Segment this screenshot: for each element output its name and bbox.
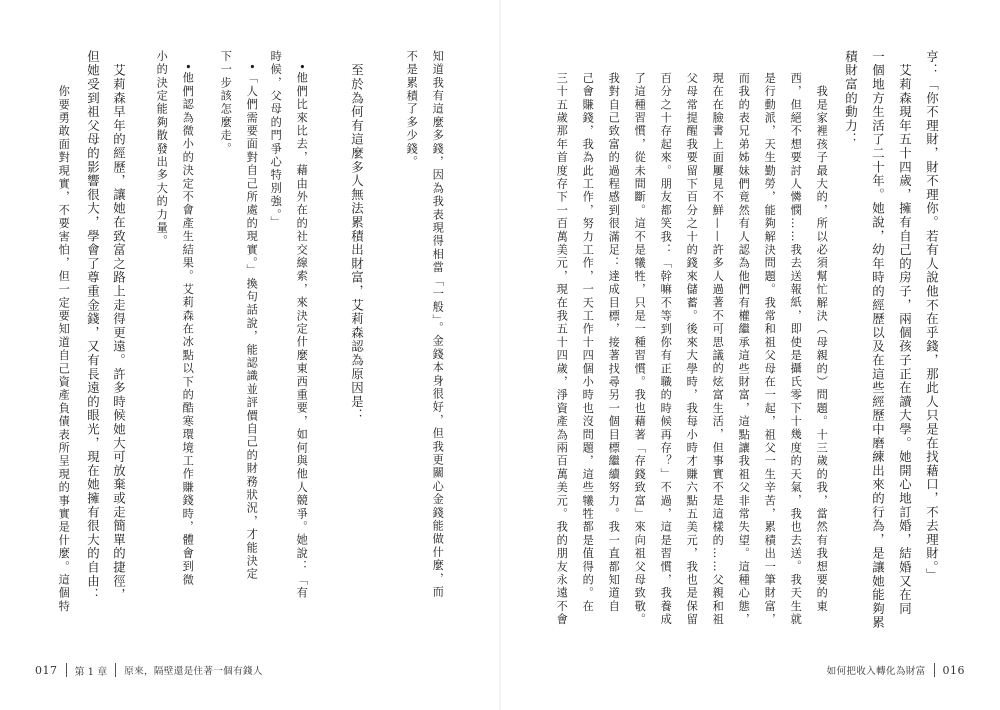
text-column: 不是累積了多少錢。 [405,50,419,169]
text-column: 一個地方生活了二十年。她說，幼年時的經歷以及在這些經歷中磨練出來的行為，是讓她能夠累 [870,50,886,630]
text-column: 但她受到祖父母的影響很大，學會了尊重金錢，又有長遠的眼光，現在她擁有很大的自由： [85,50,101,602]
chapter-label: 第 1 章 [74,666,108,678]
quote-column: 是行動派，天生勤勞，能夠解決問題。我常和祖父母在一起，祖父一生辛苦，累積出一筆財富， [763,72,777,627]
text-column: •「人們需要面對自己所處的現實。」換句話說，能認識並評價自己的財務狀況，才能決定 [245,50,259,581]
quote-column: 父母常提醒我要留下百分之十的錢來儲蓄。後來大學時，我每小時才賺六點五美元，我也是保留 [685,72,699,627]
text-column: •他們比來比去，藉由外在的社交線索，來決定什麼東西重要，如何與他人競爭。她說：「有 [295,50,309,600]
footer-divider [115,663,116,677]
text-column: 艾莉森早年的經歷，讓她在致富之路上走得更遠。許多時候她大可放棄或走簡單的捷徑， [111,50,127,602]
text-column: 知道我有這麼多錢，因為我表現得相當「一般」。金錢本身很好，但我更關心金錢能做什麼，而 [431,50,445,599]
text-column: 亨：「你不理財，財不理你。若有人說他不在乎錢，那此人只是在找藉口，不去理財。」 [924,50,940,582]
quote-column: 而我的表兄弟姊妹們竟然有人認為他們有權繼承這些財富，這點讓我祖父非常失望。這種心態， [737,72,751,627]
text-column: 艾莉森現年五十四歲，擁有自己的房子，兩個孩子正在讀大學。她開心地訂婚，結婚又在同 [897,50,913,616]
text-column: 至於為何有這麼多人無法累積出財富，艾莉森認為原因是： [349,50,365,423]
text-column: 下一步該怎麼走。 [219,50,233,156]
text-column: 積財富的動力： [843,50,859,147]
quote-column: 了這種習慣，從未間斷。這不是犧牲，只是一種習慣。我也藉著「存錢致富」來向祖父母致敬。 [633,72,647,627]
quote-column: 我是家裡孩子最大的，所以必須幫忙解決（母親的）問題。十三歲的我，當然有我想要的東 [815,72,829,614]
quote-column: 現在在臉書上面屢見不鮮——許多人過著不可思議的炫富生活，但事實不是這樣的……父親和祖 [711,72,725,627]
page-number: 016 [942,663,965,677]
right-page-footer [827,660,965,680]
book-title: 原來，隔壁還是住著一個有錢人 [124,666,263,677]
footer-divider [66,663,67,677]
page-number: 017 [35,663,58,677]
text-column: 時候，父母的門爭心特別強。」 [269,50,283,230]
quote-column: 己會賺錢，我為此工作，努力工作，一天工作十四個小時也沒問題，這些犧牲都是值得的。在 [581,72,595,614]
text-column: 小的決定能夠散發出多大的力量。 [155,50,169,248]
quote-column: 西，但絕不想要討人憐憫……我去送報紙，即使是攝氏零下十幾度的天氣，我也去送。我天生就 [789,72,803,627]
text-column: •他們認為微小的決定不會產生結果。艾莉森在冰點以下的酷寒環境工作賺錢時，體會到微 [181,50,195,587]
chapter-title: 如何把收入轉化為財富 [826,666,926,677]
right-page [500,0,1000,710]
text-column: 你要勇敢面對現實，不要害怕，但一定要知道自己資產負債表所呈現的事實是什麼。這個特 [57,72,71,614]
left-page-footer [35,660,263,680]
quote-column: 百分之十存起來。朋友都笑我：「幹嘛不等到你有正職的時候再存？」不過，這是習慣，我養成 [659,72,673,627]
quote-column: 我對自己致富的過程感到很滿足：達成目標，接著找尋另一個目標繼續努力。我一直都知道自 [607,72,621,614]
footer-divider [934,663,935,677]
quote-column: 三十五歲那年首度存下一百萬美元，現在我五十四歲，淨資產為兩百萬美元。我的朋友永遠不會 [555,72,569,627]
